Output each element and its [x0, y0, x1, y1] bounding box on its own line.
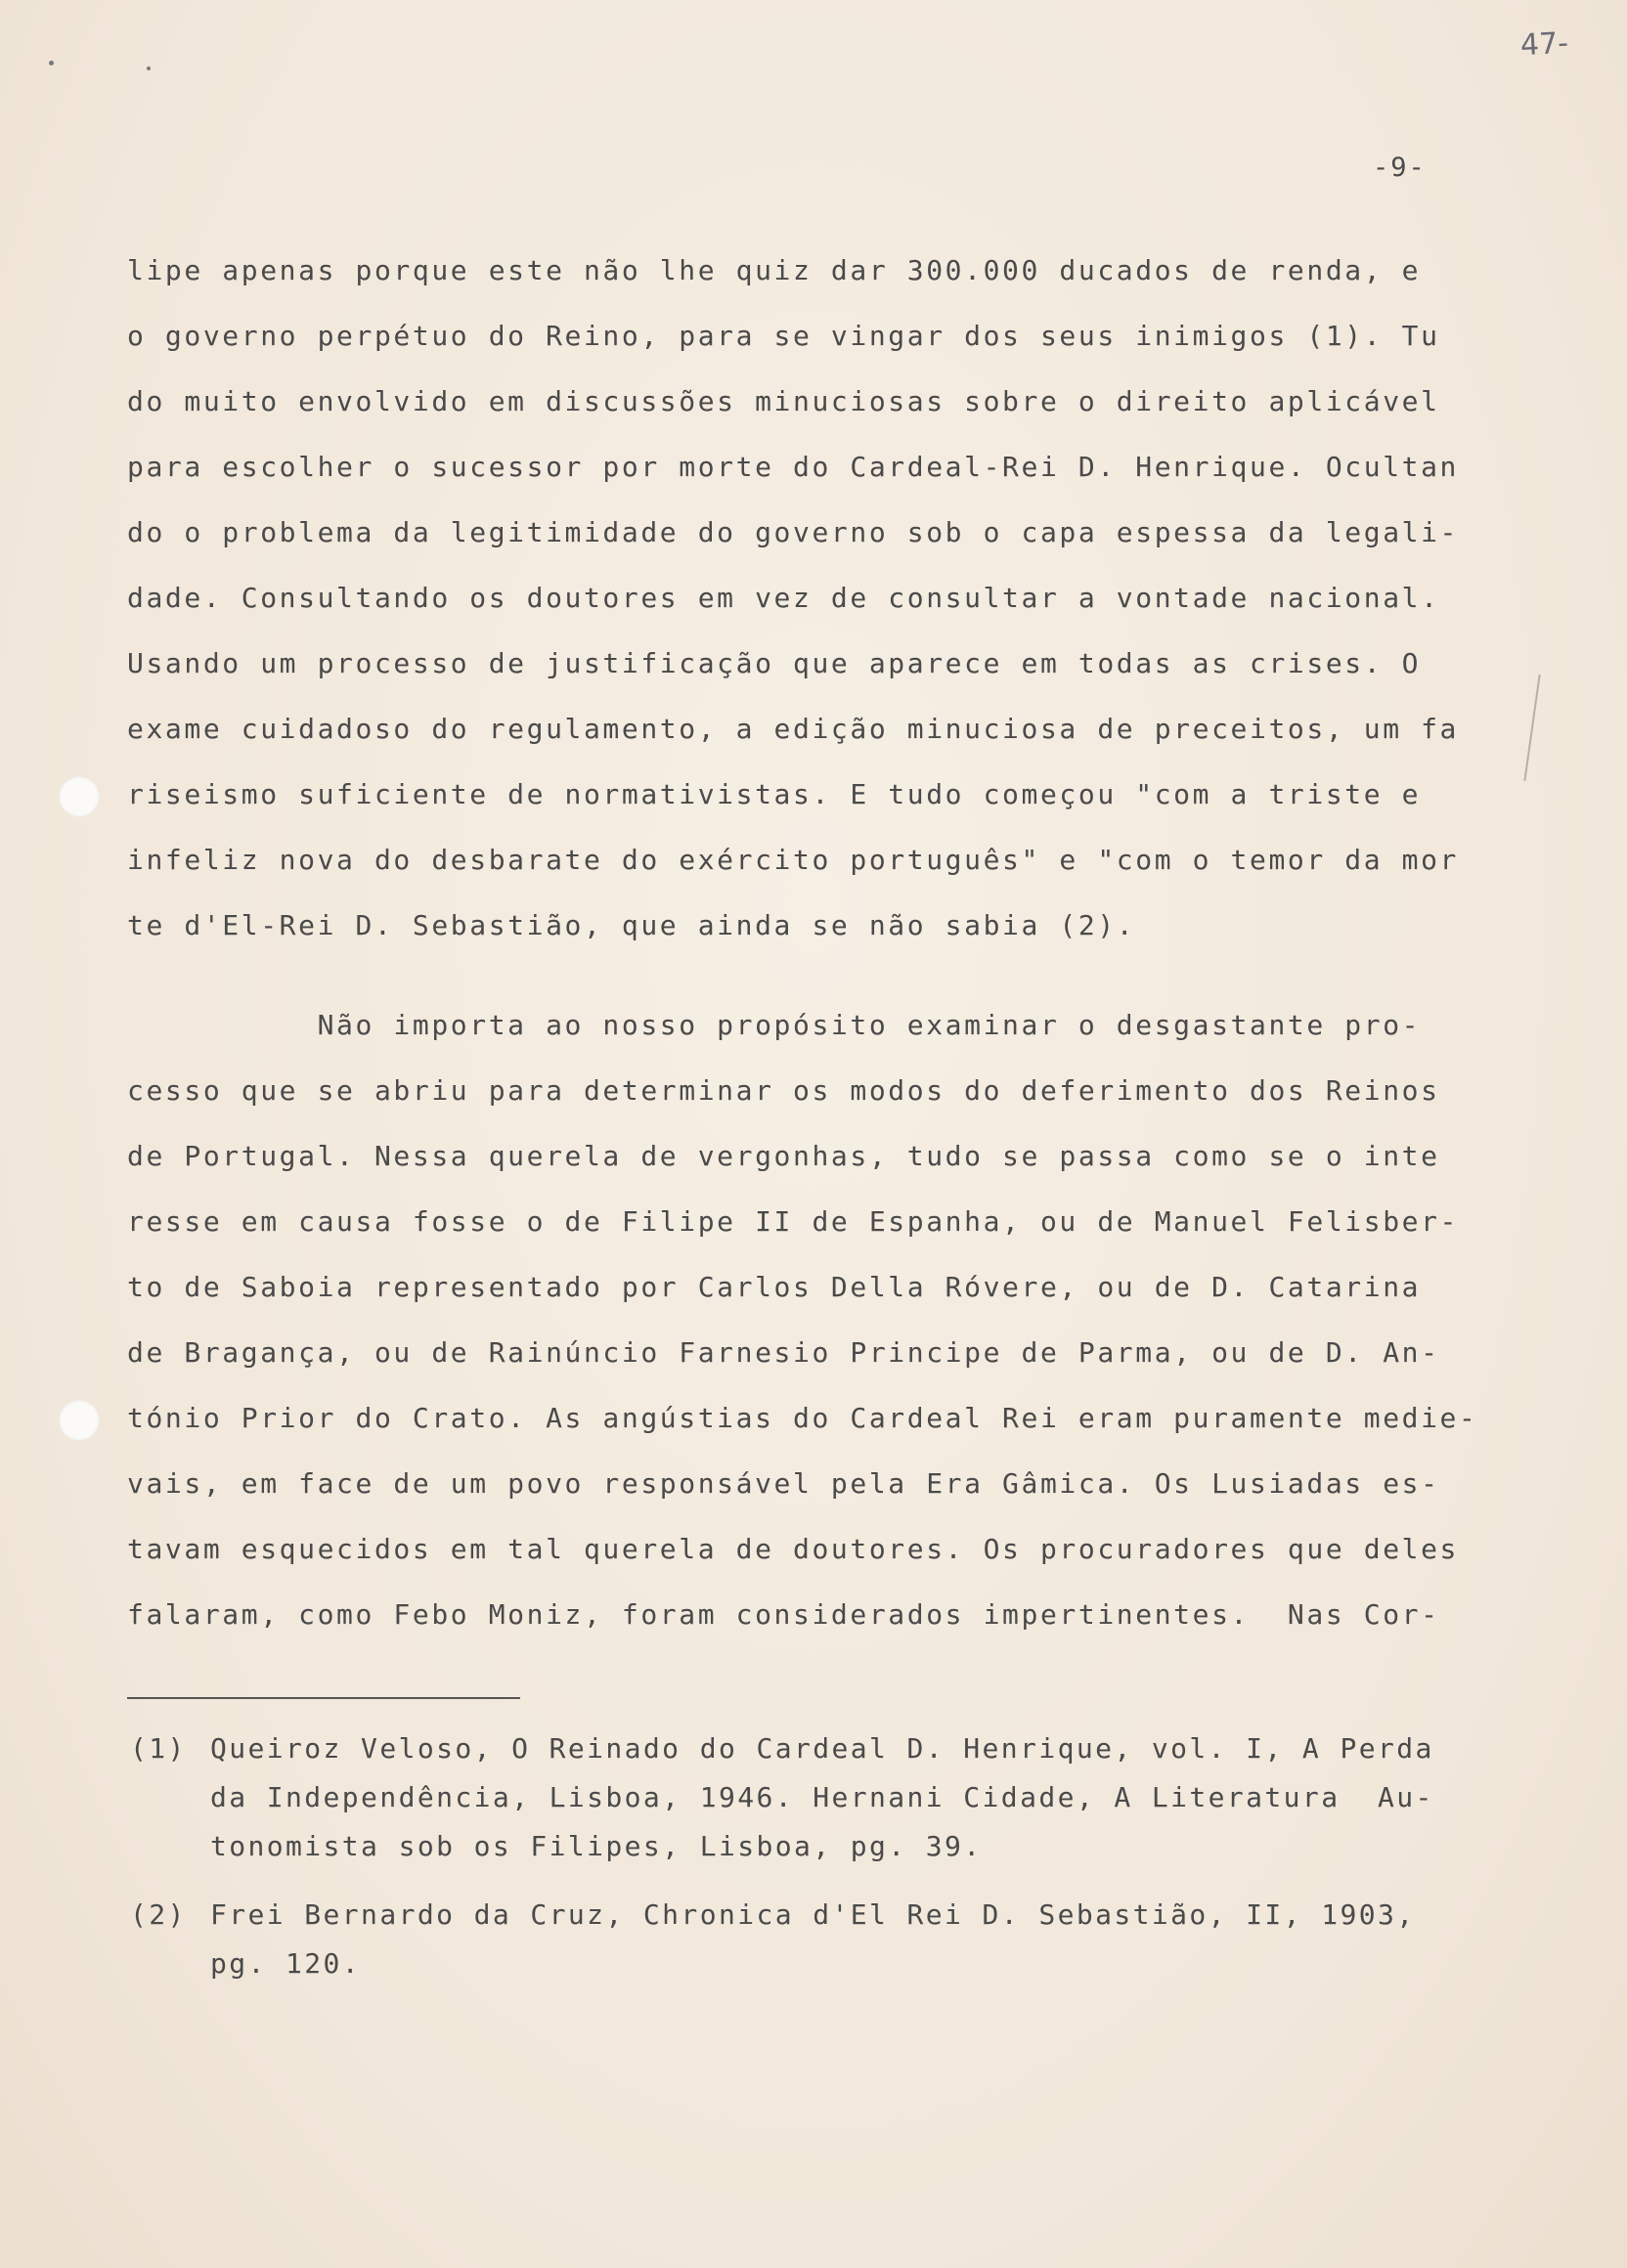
text-line: Usando um processo de justificação que aparece em todas as crises. O — [127, 647, 1422, 679]
footnote-line: Frei Bernardo da Cruz, Chronica d'El Rei D. Sebastião, II, 1903, — [210, 1898, 1416, 1931]
ink-speck — [147, 66, 151, 70]
folio-number: 47- — [1519, 25, 1569, 64]
text-line: dade. Consultando os doutores em vez de consultar a vontade nacional. — [127, 582, 1440, 614]
footnote-marker: (2) — [130, 1898, 187, 1931]
footnote-line: pg. 120. — [210, 1947, 362, 1980]
text-line: para escolher o sucessor por morte do Cardeal-Rei D. Henrique. Ocultan — [127, 451, 1460, 483]
text-line: cesso que se abriu para determinar os modos do deferimento dos Reinos — [127, 1074, 1440, 1107]
text-line: te d'El-Rei D. Sebastião, que ainda se não sabia (2). — [127, 909, 1136, 941]
text-line: Não importa ao nosso propósito examinar o desgastante pro- — [127, 1009, 1422, 1041]
footnote-separator — [127, 1697, 520, 1699]
footnote-line: Queiroz Veloso, O Reinado do Cardeal D. Henrique, vol. I, A Perda — [210, 1732, 1434, 1765]
footnote-line: da Independência, Lisboa, 1946. Hernani Cidade, A Literatura Au- — [210, 1781, 1434, 1813]
text-line: resse em causa fosse o de Filipe II de Espanha, ou de Manuel Felisber- — [127, 1205, 1460, 1238]
footnote-marker: (1) — [130, 1732, 187, 1765]
text-line: riseismo suficiente de normativistas. E tudo começou "com a triste e — [127, 778, 1422, 810]
text-line: o governo perpétuo do Reino, para se vingar dos seus inimigos (1). Tu — [127, 320, 1440, 352]
punch-hole — [59, 776, 100, 817]
footnote-line: tonomista sob os Filipes, Lisboa, pg. 39. — [210, 1830, 983, 1862]
text-line: de Bragança, ou de Rainúncio Farnesio Principe de Parma, ou de D. An- — [127, 1336, 1440, 1369]
margin-mark — [1523, 675, 1550, 783]
text-line: infeliz nova do desbarate do exército português" e "com o temor da mor — [127, 844, 1460, 876]
page-number: -9- — [1373, 153, 1427, 183]
text-line: do muito envolvido em discussões minuciosas sobre o direito aplicável — [127, 385, 1440, 417]
text-line: do o problema da legitimidade do governo sob o capa espessa da legali- — [127, 516, 1460, 548]
text-line: falaram, como Febo Moniz, foram considerados impertinentes. Nas Cor- — [127, 1598, 1440, 1631]
text-line: exame cuidadoso do regulamento, a edição minuciosa de preceitos, um fa — [127, 713, 1460, 745]
text-line: vais, em face de um povo responsável pela Era Gâmica. Os Lusiadas es- — [127, 1467, 1440, 1500]
text-line: to de Saboia representado por Carlos Della Róvere, ou de D. Catarina — [127, 1271, 1422, 1303]
text-line: de Portugal. Nessa querela de vergonhas, tudo se passa como se o inte — [127, 1140, 1440, 1172]
text-line: tónio Prior do Crato. As angústias do Cardeal Rei eram puramente medie- — [127, 1402, 1478, 1434]
text-line: lipe apenas porque este não lhe quiz dar 300.000 ducados de renda, e — [127, 254, 1422, 286]
text-line: tavam esquecidos em tal querela de doutores. Os procuradores que deles — [127, 1533, 1460, 1565]
ink-speck — [49, 61, 54, 65]
punch-hole — [59, 1400, 100, 1441]
